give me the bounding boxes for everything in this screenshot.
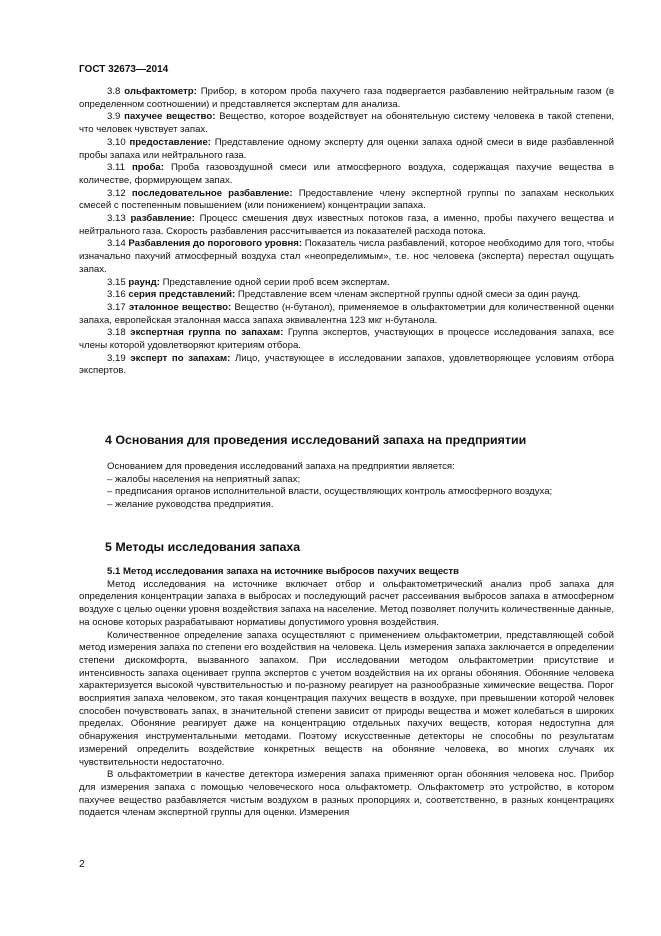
definitions-block	[79, 86, 614, 378]
definition-3-19: 3.19 эксперт по запахам: Лицо, участвующее в исследовании запахов, удовлетворяющее условиям отбора экспертов.	[79, 352, 614, 377]
definition-3-9: 3.9 пахучее вещество: Вещество, которое воздействует на обонятельную систему человека в такой степени, что человек чувствует запах.	[79, 111, 615, 136]
section-4-intro: Основанием для проведения исследований запаха на предприятии является:	[107, 461, 455, 472]
definition-3-13: 3.13 разбавление: Процесс смешения двух известных потоков газа, а именно, пробы пахучего вещества и нейтрального газа. Скорость разбавления рассчитывается из показателей расхода потока.	[79, 213, 614, 237]
definition-3-16: 3.16 серия представлений: Представление всем членам экспертной группы одной смеси за один раунд.	[107, 289, 581, 301]
definition-3-12: 3.12 последовательное разбавление: Предоставление члену экспертной группы по запахам нескольких смесей с постепенным повышением (или понижением) концентрации запаха.	[79, 187, 614, 212]
definition-3-15: 3.15 раунд: Представление одной серии проб всем экспертам.	[107, 276, 390, 288]
section-4-body	[79, 461, 614, 512]
definition-3-8: 3.8 ольфактометр: Прибор, в котором проба пахучего газа подвергается разбавлению нейтральным газом (в определенном соотношении) и представляется экспертам для анализа.	[79, 86, 614, 110]
subsection-5-1-title: 5.1 Метод исследования запаха на источнике выбросов пахучих веществ	[107, 566, 459, 577]
paragraph: В ольфактометрии в качестве детектора измерения запаха применяют орган обоняния человека нос. Прибор для измерения запаха с помощью человеческого носа ольфактометр. Ольфактометр это устройство, в котором пахучее вещество разбавляется чистым воздухом в разных пропорциях и, соответственно, в разных концентрациях подается членам экспертной группы для оценки. Измерения	[79, 769, 614, 819]
section-5-title: 5 Методы исследования запаха	[105, 540, 301, 554]
definition-3-10: 3.10 предоставление: Представление одному эксперту для оценки запаха одной смеси в виде разбавленной пробы запаха или нейтрального газа.	[79, 136, 615, 161]
section-5-body	[79, 566, 614, 820]
section-4-title: 4 Основания для проведения исследований запаха на предприятии	[105, 433, 527, 447]
list-item: – желание руководства предприятия.	[107, 499, 274, 511]
document-header: ГОСТ 32673—2014	[79, 64, 169, 75]
definition-3-18: 3.18 экспертная группа по запахам: Группа экспертов, участвующих в процессе исследования запаха, все члены которой удовлетворяют критериям отбора.	[79, 327, 615, 352]
paragraph: Количественное определение запаха осуществляют с применением ольфактометрии, представляющей собой метод измерения запаха по степени его воздействия на человека. Цель измерения запаха заключается в определении степени дискомфорта, вызванного запахом. При исследовании методом ольфактометрии присутствие и интенсивность запаха оценивает группа экспертов с учетом воздействия на их органы обоняния. Обоняние человека характеризуется высокой чувствительностью и по-разному реагирует на разнообразные химические вещества. Порог восприятия запаха человеком, это такая концентрация пахучих веществ в воздухе, при превышении которой человек способен почувствовать запах, в значительной степени зависит от природы вещества и может колебаться в широких пределах. Обоняние реагирует даже на концентрацию отдельных пахучих веществ, которая недоступна для обнаружения инструментальными методами. Поэтому искусственные детекторы не способны по результатам измерений определить воздействие конкретных веществ на обоняние человека, во многих случаях их чувствительности недостаточно.	[79, 629, 614, 768]
definition-3-11: 3.11 проба: Проба газовоздушной смеси или атмосферного воздуха, содержащая пахучие вещества в количестве, формирующем запах.	[79, 162, 614, 186]
definition-3-14: 3.14 Разбавления до порогового уровня: Показатель числа разбавлений, которое необходимо для того, чтобы изначально пахучий атмосферный воздуха стал «неопределимым», т.е. нос человека (эксперта) перестал ощущать запах.	[79, 238, 614, 275]
list-item: – предписания органов исполнительной власти, осуществляющих контроль атмосферного воздуха;	[107, 486, 553, 498]
paragraph: Метод исследования на источнике включает отбор и ольфактометрический анализ проб запаха для определения концентрации запаха в выбросах и последующий расчет рассеивания выбросов запаха в атмосферном воздухе с целью оценки уровня воздействия запаха на население. Метод позволяет получить количественные данные, на основе которых разрабатывают нормативы допустимого уровня воздействия.	[79, 578, 614, 628]
list-item: – жалобы населения на неприятный запах;	[107, 473, 301, 485]
definition-3-17: 3.17 эталонное вещество: Вещество (н-бутанол), применяемое в ольфактометрии для количественной оценки запаха, европейская эталонная масса запаха эквивалентна 123 мкг н-бутанола.	[79, 301, 615, 326]
page-number: 2	[79, 858, 85, 870]
